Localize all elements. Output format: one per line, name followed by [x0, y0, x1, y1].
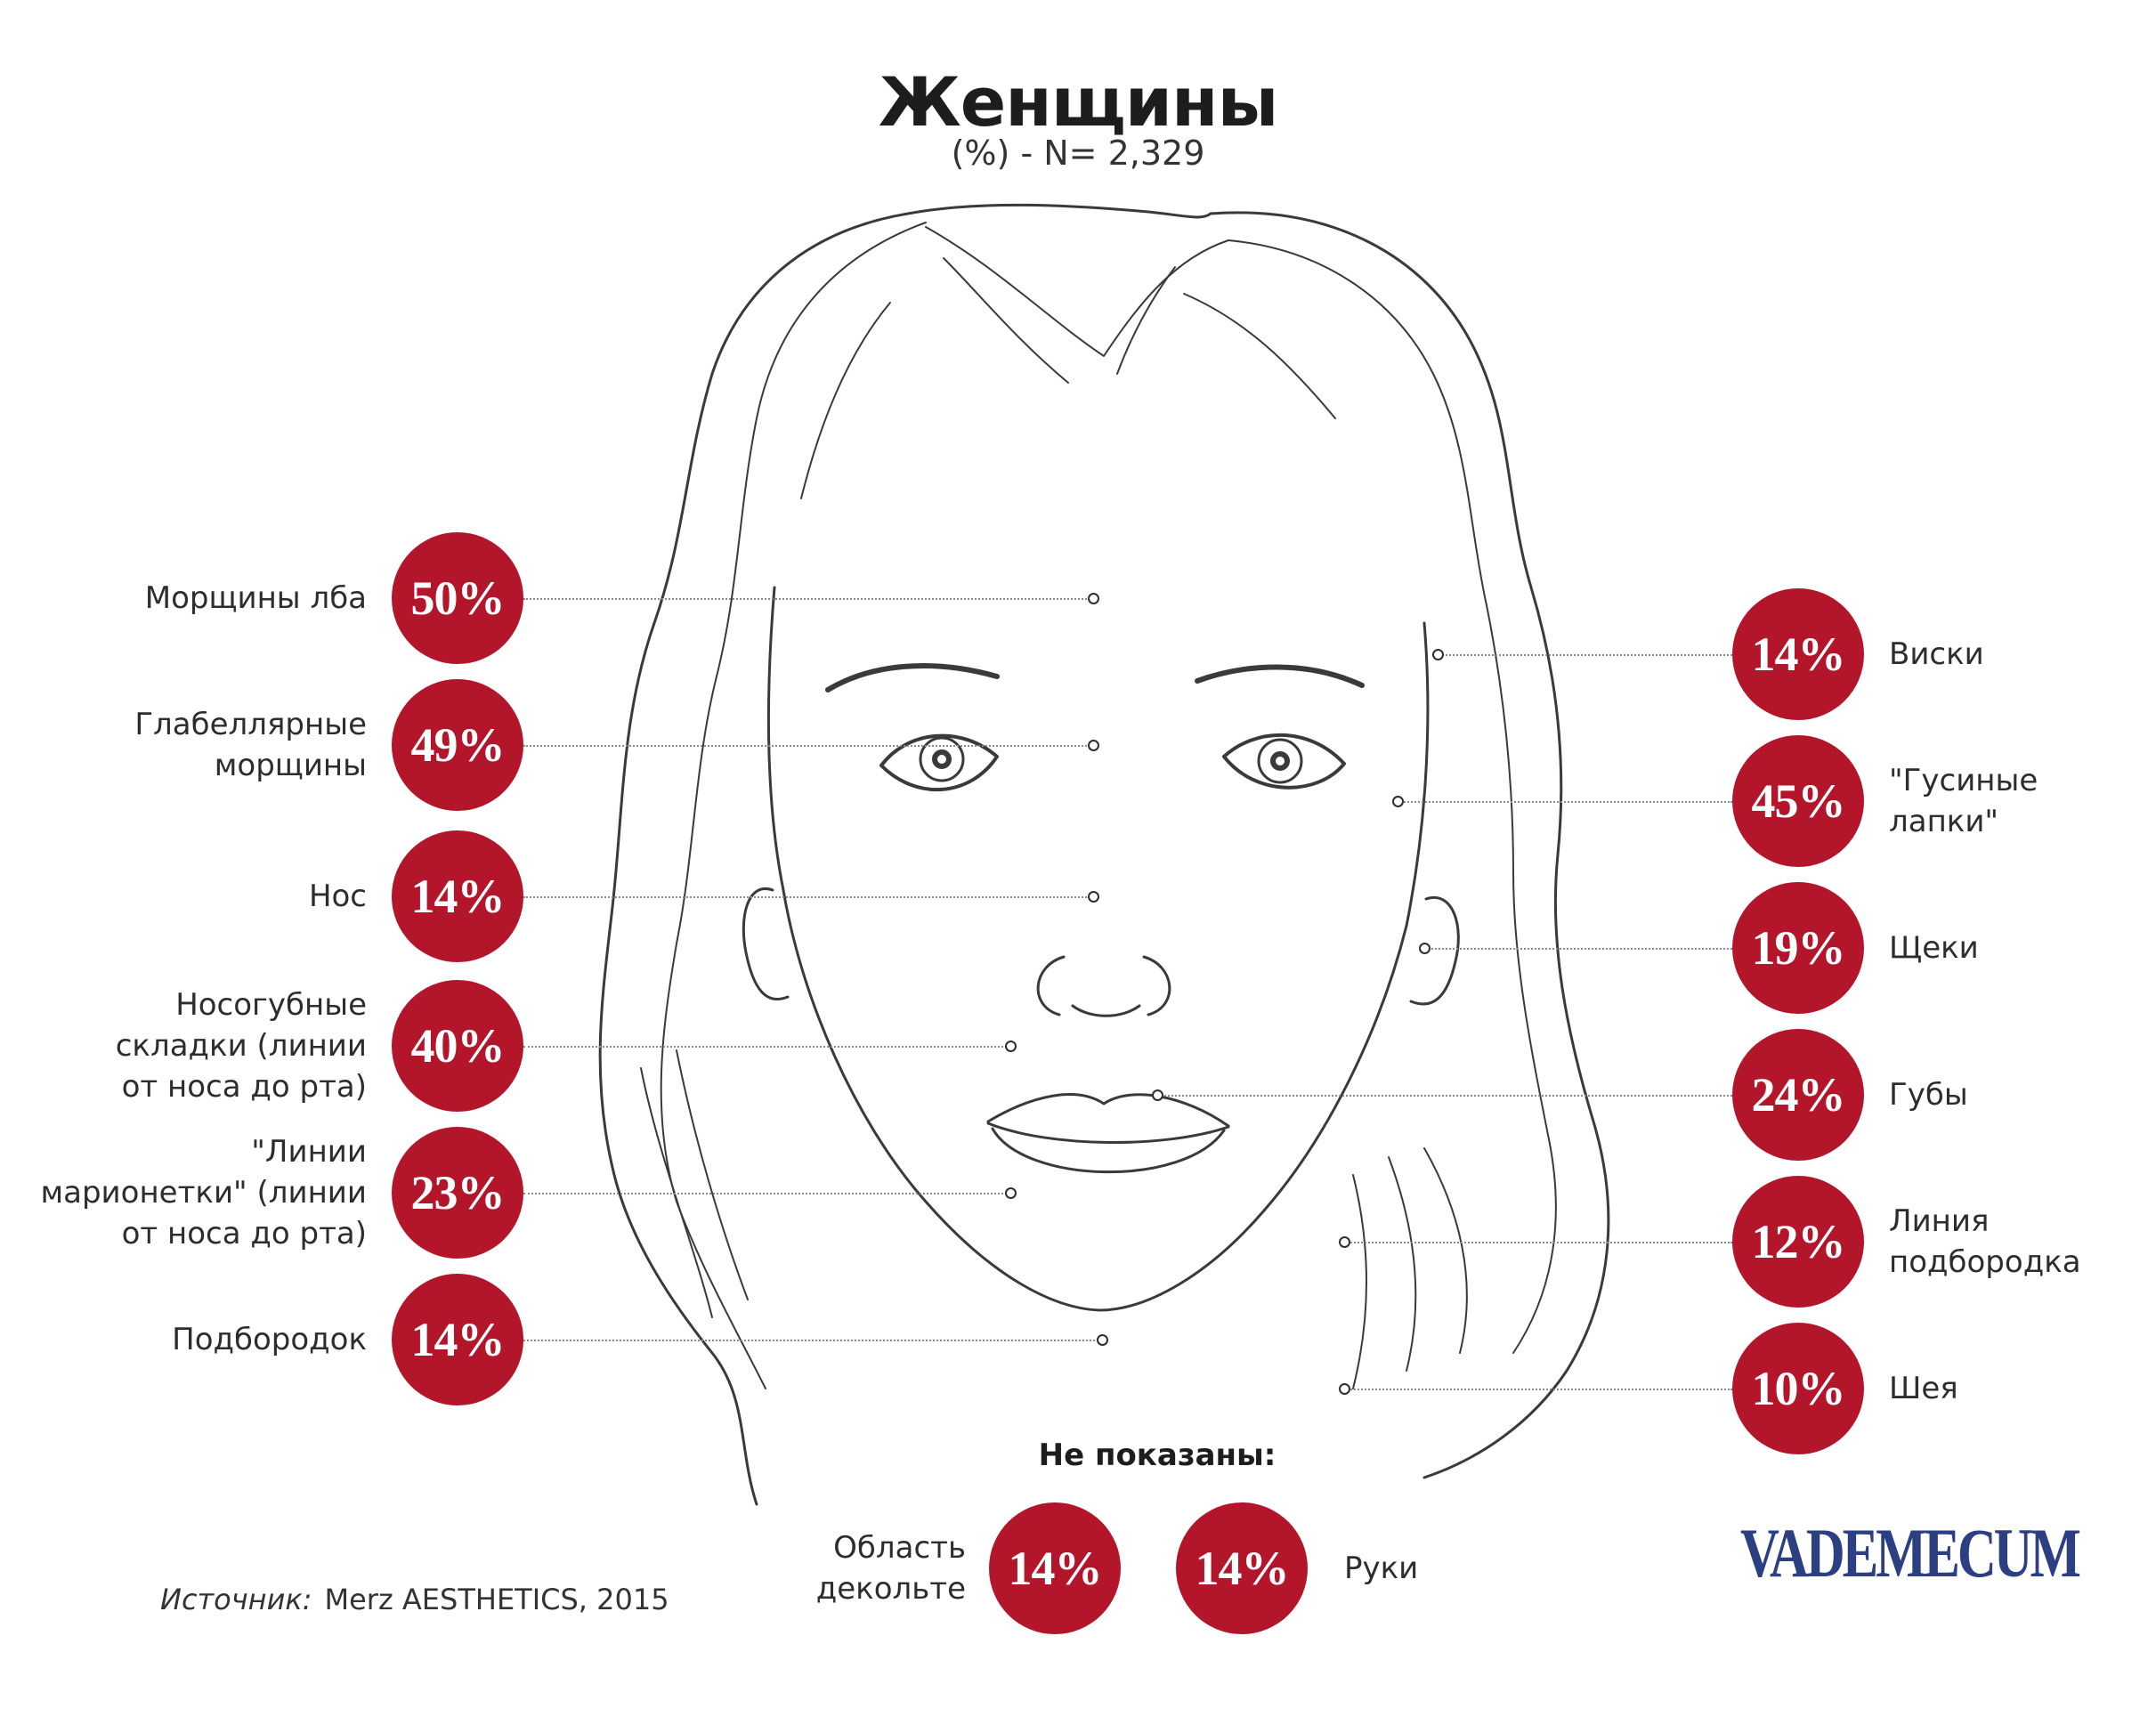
- region-label-line: Нос: [308, 879, 367, 914]
- percent-badge: 45%: [1732, 735, 1864, 867]
- percent-badge: 49%: [392, 679, 523, 811]
- region-label: [1889, 1368, 1958, 1409]
- percent-badge: 14%: [392, 1274, 523, 1405]
- percent-badge: 14%: [392, 830, 523, 962]
- region-label: [172, 1319, 367, 1360]
- region-label: [1889, 927, 1979, 968]
- source-prefix: Источник:: [160, 1583, 312, 1616]
- region-label-line: "Гусиные: [1889, 763, 2038, 798]
- anchor-dot: [1005, 1187, 1017, 1199]
- region-label-line: морщины: [214, 748, 367, 783]
- percent-badge: 40%: [392, 980, 523, 1112]
- leader-line: [523, 598, 1093, 600]
- source-note: [160, 1583, 669, 1616]
- leader-line: [523, 745, 1093, 747]
- percent-badge: 14%: [1732, 588, 1864, 720]
- percent-badge: 23%: [392, 1127, 523, 1259]
- region-label-line: лапки": [1889, 804, 1999, 839]
- percent-badge: 14%: [1176, 1502, 1308, 1634]
- chart-title: Женщины: [878, 62, 1278, 142]
- region-label-line: Морщины лба: [144, 580, 367, 616]
- region-label-line: "Линии: [251, 1134, 367, 1170]
- leader-line: [1424, 948, 1732, 950]
- anchor-dot: [1152, 1089, 1163, 1101]
- anchor-dot: [1339, 1383, 1350, 1395]
- anchor-dot: [1419, 943, 1431, 954]
- region-label-line: марионетки" (линии: [40, 1175, 367, 1211]
- region-label-line: от носа до рта): [121, 1216, 367, 1251]
- anchor-dot: [1339, 1236, 1350, 1248]
- percent-badge: 10%: [1732, 1323, 1864, 1454]
- leader-line: [1398, 801, 1732, 803]
- leader-line: [523, 1340, 1102, 1341]
- anchor-dot: [1432, 649, 1444, 660]
- region-label: [816, 1527, 966, 1609]
- region-label-line: Подбородок: [172, 1322, 367, 1357]
- region-label-line: Руки: [1344, 1551, 1419, 1586]
- region-label-line: Щеки: [1889, 930, 1979, 966]
- region-label: [134, 704, 367, 786]
- region-label-line: складки (линии: [115, 1028, 367, 1064]
- region-label-line: Линия: [1889, 1203, 1990, 1239]
- region-label: [1344, 1548, 1418, 1589]
- percent-badge: 19%: [1732, 882, 1864, 1014]
- leader-line: [1438, 654, 1732, 656]
- region-label: [1889, 634, 1984, 675]
- percent-badge: 12%: [1732, 1176, 1864, 1308]
- region-label: [116, 984, 367, 1107]
- region-label-line: от носа до рта): [121, 1069, 367, 1105]
- leader-line: [1344, 1389, 1732, 1390]
- region-label-line: подбородка: [1889, 1244, 2081, 1280]
- region-label: [40, 1131, 367, 1254]
- region-label-line: Шея: [1889, 1371, 1958, 1406]
- leader-line: [1157, 1095, 1732, 1097]
- region-label: [1889, 760, 2038, 842]
- region-label: [145, 578, 367, 619]
- leader-line: [1344, 1242, 1732, 1243]
- anchor-dot: [1088, 740, 1099, 751]
- leader-line: [523, 1046, 1010, 1048]
- anchor-dot: [1097, 1334, 1108, 1346]
- region-label: [309, 876, 367, 917]
- chart-subtitle: (%) - N= 2,329: [951, 134, 1205, 173]
- percent-badge: 14%: [989, 1502, 1121, 1634]
- leader-line: [523, 896, 1093, 898]
- anchor-dot: [1392, 796, 1404, 807]
- not-shown-heading: Не показаны:: [1038, 1438, 1277, 1473]
- anchor-dot: [1088, 891, 1099, 903]
- region-label: [1889, 1074, 1968, 1115]
- region-label-line: декольте: [815, 1571, 966, 1607]
- vademecum-logo: VADEMECUM: [1740, 1514, 2079, 1591]
- percent-badge: 50%: [392, 532, 523, 664]
- region-label-line: Губы: [1889, 1077, 1968, 1113]
- anchor-dot: [1088, 593, 1099, 604]
- percent-badge: 24%: [1732, 1029, 1864, 1161]
- region-label: [1889, 1201, 2081, 1283]
- anchor-dot: [1005, 1041, 1017, 1052]
- region-label-line: Область: [833, 1530, 966, 1566]
- region-label-line: Виски: [1889, 636, 1984, 672]
- leader-line: [523, 1193, 1010, 1195]
- region-label-line: Глабеллярные: [134, 707, 367, 742]
- source-text: Merz AESTHETICS, 2015: [324, 1583, 669, 1616]
- region-label-line: Носогубные: [175, 987, 367, 1023]
